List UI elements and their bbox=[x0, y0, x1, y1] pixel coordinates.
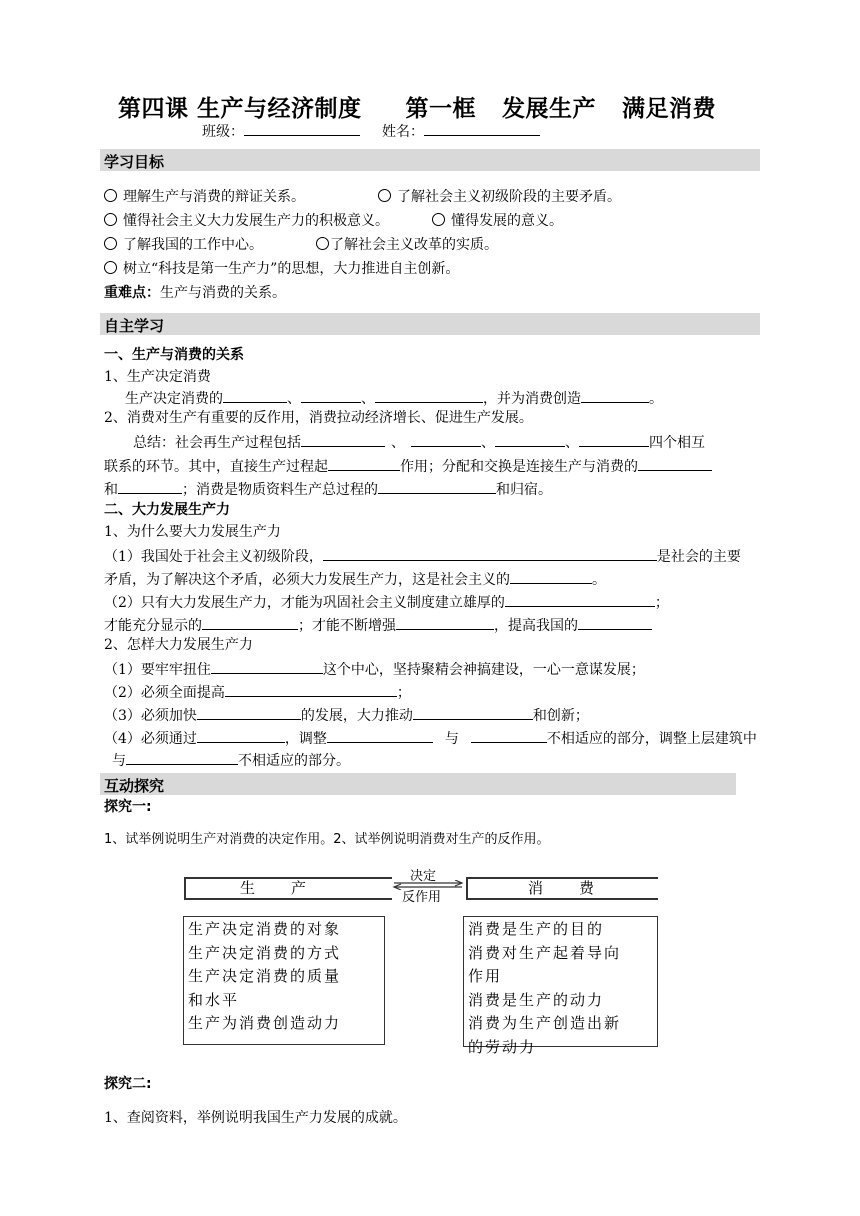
text: 矛盾，为了解决这个矛盾，必须大力发展生产力，这是社会主义的 bbox=[104, 572, 510, 588]
text: 和 bbox=[104, 482, 118, 498]
study-line-7: 1、为什么要大力发展生产力 bbox=[104, 524, 281, 540]
study-line-10 bbox=[104, 591, 669, 613]
study-line-14 bbox=[104, 681, 411, 703]
fill-blank[interactable] bbox=[328, 455, 400, 471]
lesson-title: 第四课 生产与经济制度 bbox=[118, 96, 362, 122]
fill-blank[interactable] bbox=[202, 614, 298, 630]
consumption-point: 消费是生产的目的 bbox=[468, 920, 605, 938]
objective-5: 了解我国的工作中心。 bbox=[123, 237, 263, 253]
text: 作用；分配和交换是连接生产与消费的 bbox=[400, 459, 638, 475]
fill-blank[interactable] bbox=[495, 431, 565, 447]
circle-bullet-icon bbox=[104, 261, 117, 274]
fill-blank[interactable] bbox=[471, 727, 547, 743]
inquiry-1-text: 1、试举例说明生产对消费的决定作用。2、试举例说明消费对生产的反作用。 bbox=[104, 832, 550, 847]
text: 、 bbox=[391, 435, 405, 451]
fill-blank[interactable] bbox=[126, 749, 238, 765]
fill-blank[interactable] bbox=[505, 591, 655, 607]
fill-blank[interactable] bbox=[638, 455, 712, 471]
objective-row-1 bbox=[104, 187, 305, 207]
circle-bullet-icon bbox=[104, 237, 117, 250]
text: 、 bbox=[361, 391, 375, 407]
page-title bbox=[118, 90, 778, 123]
objective-row-2b bbox=[432, 211, 563, 231]
objective-6: 了解社会主义改革的实质。 bbox=[330, 237, 498, 253]
objective-row-3 bbox=[104, 235, 263, 255]
text: ； bbox=[396, 685, 411, 701]
text: 与 bbox=[112, 753, 126, 769]
self-study-bar bbox=[100, 313, 760, 335]
right-header-side-line bbox=[466, 877, 468, 899]
text: （1）我国处于社会主义初级阶段， bbox=[104, 549, 323, 565]
key-points bbox=[104, 283, 286, 303]
objective-row-3b bbox=[316, 235, 498, 255]
left-header-bottom-line bbox=[184, 898, 392, 900]
text: 才能充分显示的 bbox=[104, 618, 202, 634]
topic-title-2: 满足消费 bbox=[622, 96, 717, 122]
text: 、 bbox=[287, 391, 301, 407]
fill-blank[interactable] bbox=[579, 431, 649, 447]
text: （2）只有大力发展生产力，才能为巩固社会主义制度建立雄厚的 bbox=[104, 595, 505, 611]
text: 和归宿。 bbox=[496, 482, 552, 498]
text: 、 bbox=[565, 435, 579, 451]
study-line-2 bbox=[125, 387, 663, 409]
fill-blank[interactable] bbox=[197, 727, 285, 743]
fill-blank[interactable] bbox=[301, 387, 361, 403]
key-points-text: 生产与消费的关系。 bbox=[160, 285, 286, 301]
fill-blank[interactable] bbox=[578, 614, 652, 630]
objectives-bar bbox=[100, 149, 760, 171]
circle-bullet-icon bbox=[316, 237, 329, 250]
text: （1）要牢牢扭住 bbox=[104, 662, 211, 678]
study-line-17 bbox=[112, 749, 350, 771]
fill-blank[interactable] bbox=[223, 387, 287, 403]
circle-bullet-icon bbox=[104, 189, 117, 202]
self-study-heading: 自主学习 bbox=[104, 317, 165, 335]
text: ； bbox=[654, 595, 669, 611]
text: ，调整 bbox=[284, 731, 327, 747]
fill-blank[interactable] bbox=[375, 387, 483, 403]
production-point: 生产决定消费的质量 bbox=[188, 967, 342, 985]
objectives-heading: 学习目标 bbox=[104, 153, 165, 171]
study-line-4 bbox=[133, 431, 705, 453]
inquiry-2-text: 1、查阅资料，举例说明我国生产力发展的成就。 bbox=[104, 1110, 407, 1126]
text: 的发展，大力推动 bbox=[300, 708, 413, 724]
objective-row-2 bbox=[104, 211, 389, 231]
text: 不相适应的部分。 bbox=[238, 753, 350, 769]
consumption-point: 作用 bbox=[468, 967, 503, 985]
double-arrow-icon bbox=[392, 880, 464, 890]
study-line-8 bbox=[104, 545, 741, 567]
text: ；才能不断增强 bbox=[298, 618, 396, 634]
key-points-label: 重难点： bbox=[104, 285, 160, 301]
text: 和创新； bbox=[532, 708, 589, 724]
text: （2）必须全面提高 bbox=[104, 685, 225, 701]
fill-blank[interactable] bbox=[396, 614, 494, 630]
text: 生产决定消费的 bbox=[125, 391, 223, 407]
text: ，提高我国的 bbox=[494, 618, 578, 634]
consumption-point: 的劳动力 bbox=[468, 1037, 537, 1056]
study-heading-2: 二、大力发展生产力 bbox=[104, 502, 230, 518]
study-line-3: 2、消费对生产有重要的反作用，消费拉动经济增长、促进生产发展。 bbox=[104, 410, 533, 426]
fill-blank[interactable] bbox=[411, 431, 481, 447]
circle-bullet-icon bbox=[432, 213, 445, 226]
objective-row-1b bbox=[378, 187, 621, 207]
objective-2: 了解社会主义初级阶段的主要矛盾。 bbox=[397, 189, 621, 205]
fill-blank[interactable] bbox=[581, 387, 649, 403]
fill-blank[interactable] bbox=[323, 545, 657, 561]
fill-blank[interactable] bbox=[211, 658, 323, 674]
text: 。 bbox=[592, 572, 606, 588]
inquiry-heading: 互动探究 bbox=[104, 777, 165, 795]
study-line-16 bbox=[104, 727, 757, 749]
study-line-13 bbox=[104, 658, 645, 680]
inquiry-bar bbox=[100, 773, 736, 795]
study-line-9 bbox=[104, 568, 606, 590]
text: 。 bbox=[649, 391, 663, 407]
production-box-text bbox=[188, 918, 341, 1036]
text: 四个相互 bbox=[649, 435, 705, 451]
study-line-11 bbox=[104, 614, 652, 636]
objective-7: 树立“科技是第一生产力”的思想，大力推进自主创新。 bbox=[123, 261, 460, 277]
text: ；消费是物质资料生产总过程的 bbox=[182, 482, 378, 498]
right-header-label: 消 费 bbox=[528, 879, 597, 897]
consumption-point: 消费为生产创造出新 bbox=[468, 1014, 622, 1032]
production-point: 生产决定消费的对象 bbox=[188, 920, 342, 938]
text: 总结：社会再生产过程包括 bbox=[133, 435, 301, 451]
consumption-box-text bbox=[468, 918, 621, 1059]
study-line-15 bbox=[104, 704, 589, 726]
fill-blank[interactable] bbox=[510, 568, 592, 584]
text: 是社会的主要 bbox=[656, 549, 741, 565]
text: 联系的环节。其中，直接生产过程起 bbox=[104, 459, 328, 475]
study-line-1: 1、生产决定消费 bbox=[104, 369, 211, 385]
fill-blank[interactable] bbox=[225, 681, 397, 697]
left-header-label: 生 产 bbox=[240, 879, 309, 897]
arrow-bottom-label: 反作用 bbox=[402, 890, 442, 905]
header-fields bbox=[202, 120, 540, 142]
study-line-5 bbox=[104, 455, 712, 477]
production-point: 生产为消费创造动力 bbox=[188, 1014, 342, 1032]
inquiry-2-label: 探究二: bbox=[104, 1076, 152, 1092]
text: 、 bbox=[481, 435, 495, 451]
production-point: 生产决定消费的方式 bbox=[188, 943, 342, 962]
study-line-6 bbox=[104, 478, 552, 500]
circle-bullet-icon bbox=[378, 189, 391, 202]
fill-blank[interactable] bbox=[301, 431, 385, 447]
text: 与 bbox=[444, 731, 459, 747]
objective-1: 理解生产与消费的辩证关系。 bbox=[123, 189, 305, 205]
class-label: 班级： bbox=[202, 124, 244, 140]
text: （3）必须加快 bbox=[104, 708, 197, 724]
objective-row-4 bbox=[104, 259, 459, 279]
objective-4: 懂得发展的意义。 bbox=[451, 213, 563, 229]
frame-title: 第一框 bbox=[405, 96, 477, 122]
objective-3: 懂得社会主义大力发展生产力的积极意义。 bbox=[123, 213, 389, 229]
consumption-point: 消费是生产的动力 bbox=[468, 990, 605, 1009]
left-header-side-line bbox=[184, 877, 186, 899]
fill-blank[interactable] bbox=[197, 704, 301, 720]
fill-blank[interactable] bbox=[378, 478, 496, 494]
right-header-bottom-line bbox=[466, 898, 658, 900]
fill-blank[interactable] bbox=[327, 727, 433, 743]
arrow-top-label: 决定 bbox=[410, 869, 437, 884]
consumption-point: 消费对生产起着导向 bbox=[468, 943, 622, 962]
fill-blank[interactable] bbox=[413, 704, 533, 720]
text: ，并为消费创造 bbox=[483, 391, 581, 407]
name-blank[interactable] bbox=[424, 120, 540, 136]
circle-bullet-icon bbox=[104, 213, 117, 226]
text: 不相适应的部分，调整上层建筑中 bbox=[546, 731, 757, 747]
production-point: 和水平 bbox=[188, 990, 240, 1009]
inquiry-1-label: 探究一: bbox=[104, 799, 152, 815]
study-heading-1: 一、生产与消费的关系 bbox=[104, 347, 244, 363]
name-label: 姓名： bbox=[382, 124, 424, 140]
class-blank[interactable] bbox=[244, 120, 360, 136]
fill-blank[interactable] bbox=[118, 478, 182, 494]
text: 这个中心，坚持聚精会神搞建设，一心一意谋发展； bbox=[322, 662, 645, 678]
topic-title: 发展生产 bbox=[502, 96, 597, 122]
text: （4）必须通过 bbox=[104, 731, 197, 747]
study-line-12: 2、怎样大力发展生产力 bbox=[104, 637, 253, 653]
